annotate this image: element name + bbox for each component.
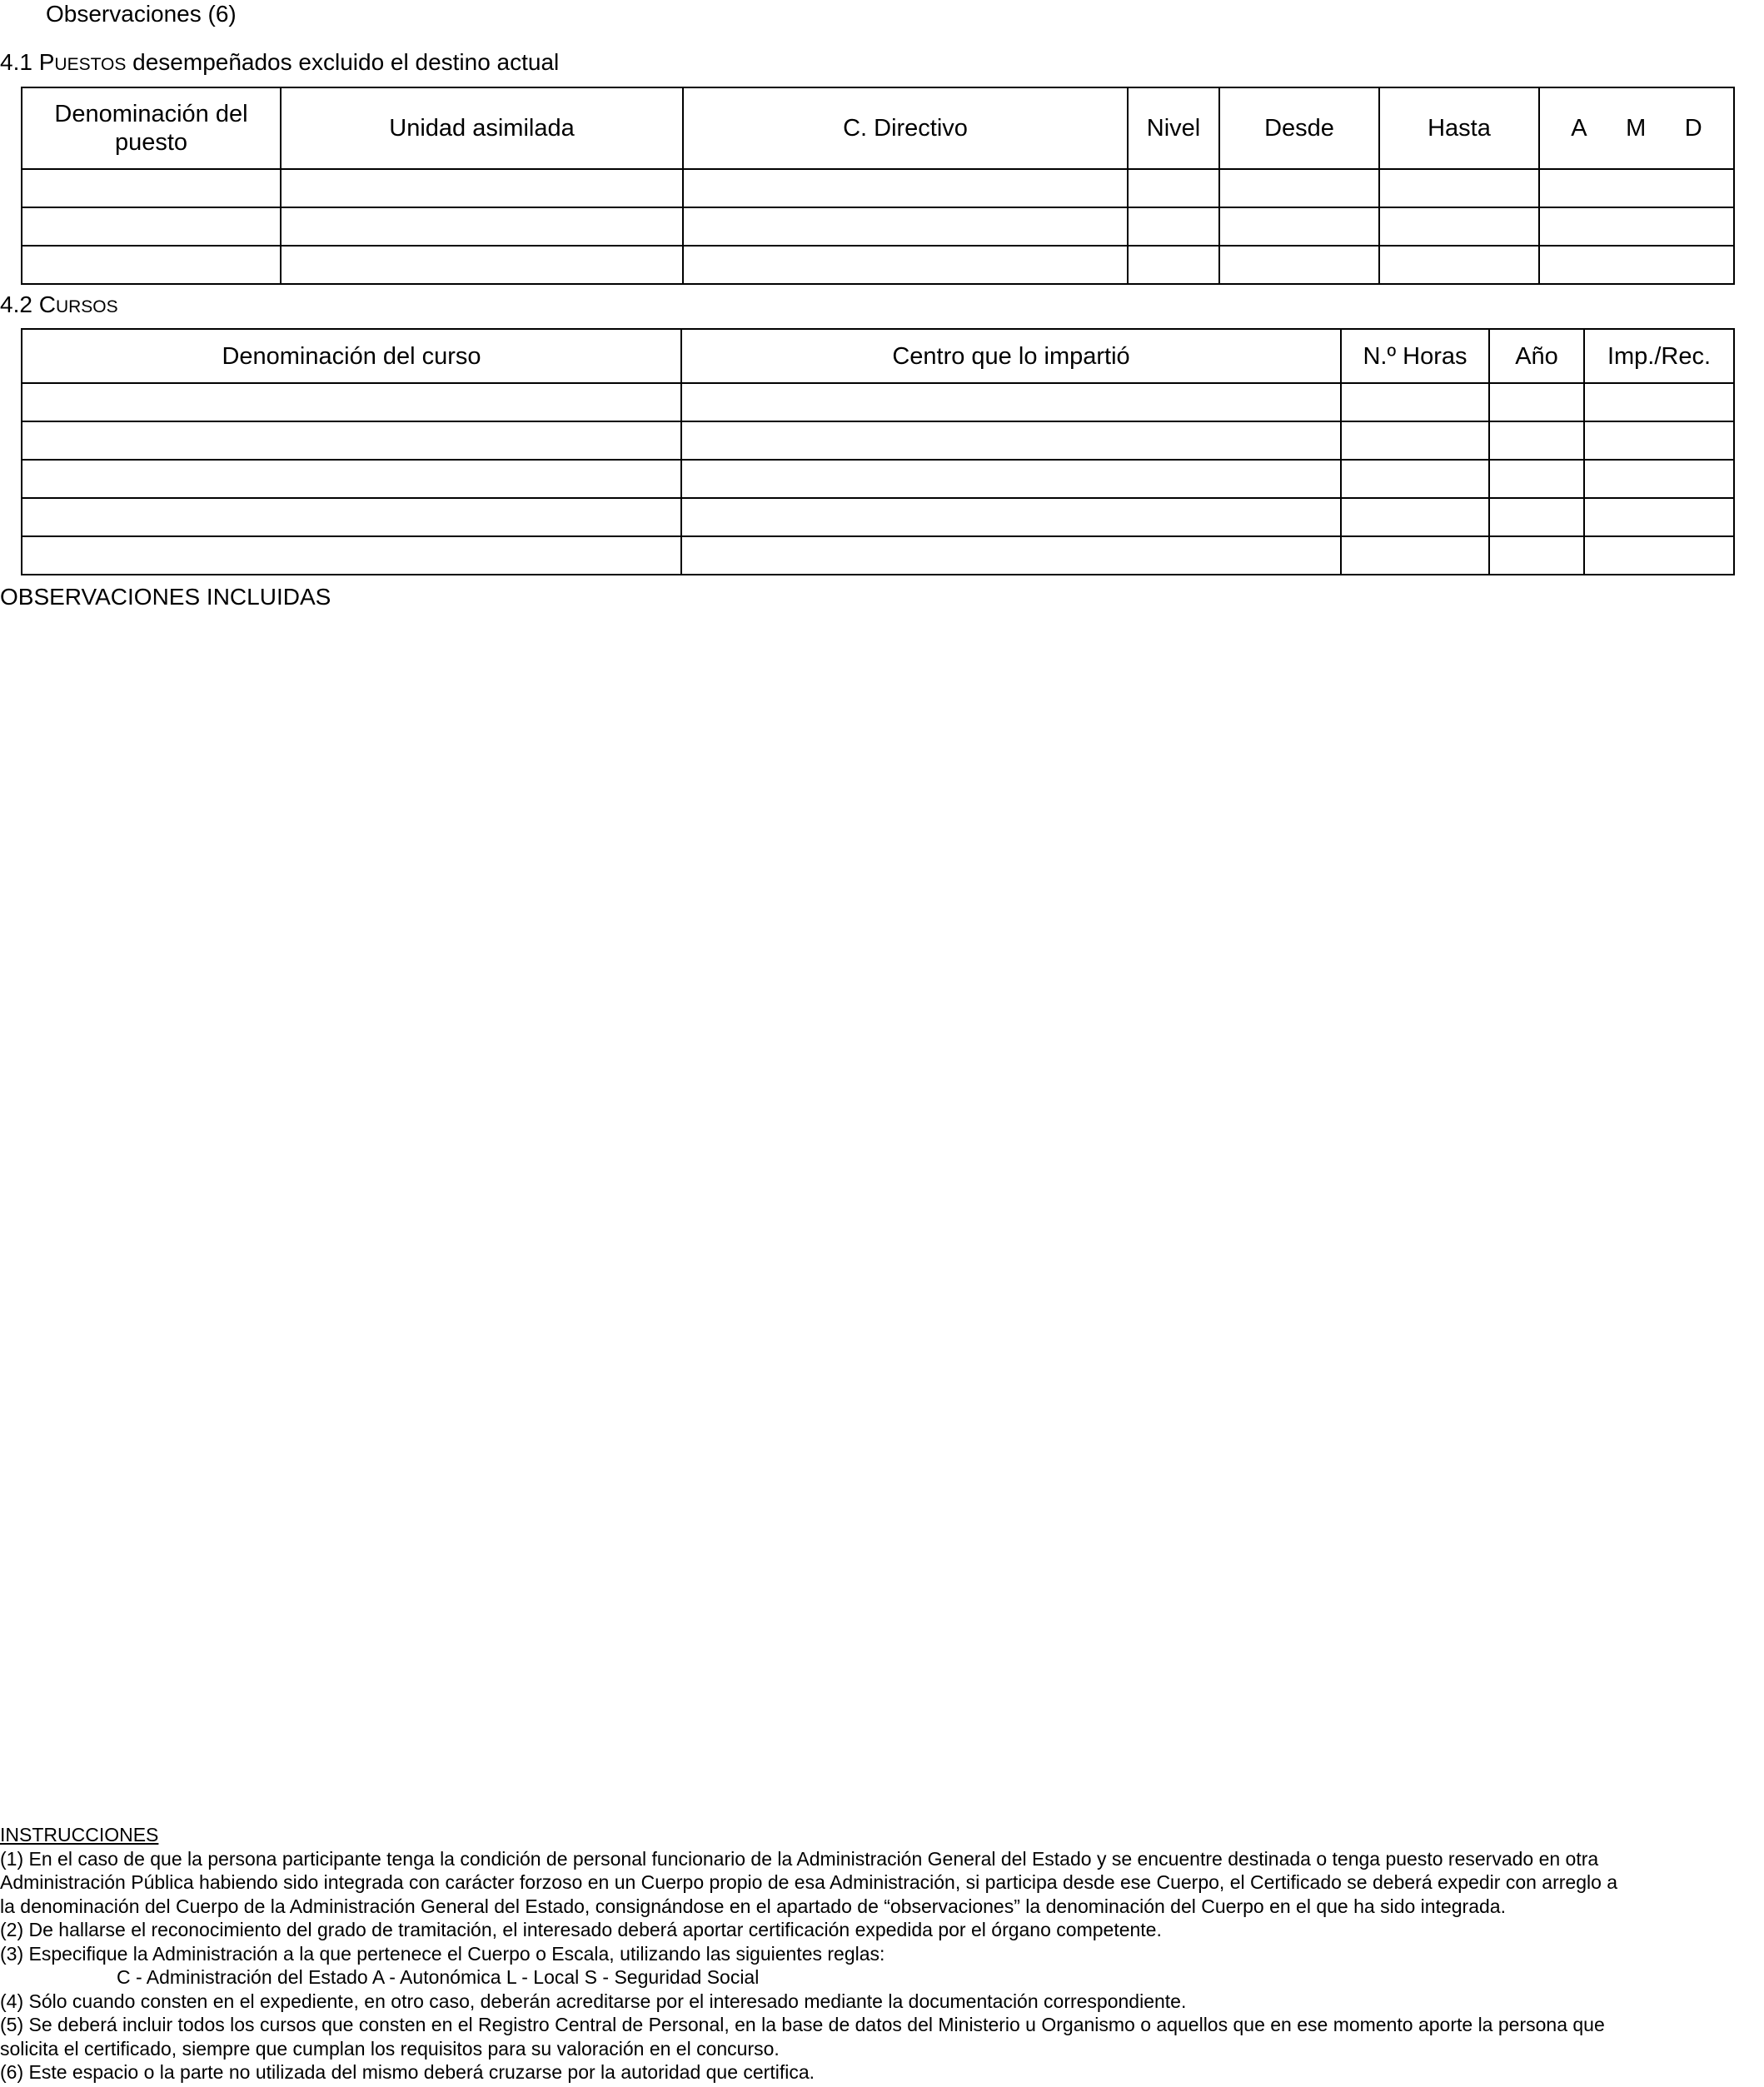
table-cell[interactable] [22, 421, 681, 460]
col-centro: Centro que lo impartió [681, 329, 1341, 383]
col-desde: Desde [1219, 87, 1379, 169]
table-cell[interactable] [1219, 207, 1379, 246]
table-cell[interactable] [1584, 421, 1734, 460]
table-cell[interactable] [1584, 383, 1734, 421]
table-cell[interactable] [1489, 383, 1584, 421]
table-cell[interactable] [1584, 536, 1734, 575]
table-cell[interactable] [683, 169, 1128, 207]
instruccion-line: Administración Pública habiendo sido integrada con carácter forzoso en un Cuerpo propio de esa Administración, si participa desde ese Cuerpo, el Certificado se deberá expedir con arreglo a [0, 1871, 1618, 1893]
table-row [22, 421, 1734, 460]
table-cell[interactable] [1128, 246, 1219, 284]
table-cell[interactable] [1219, 169, 1379, 207]
col-horas: N.º Horas [1341, 329, 1489, 383]
section-4-1-title-cap: P [38, 49, 55, 75]
table-cell[interactable] [22, 207, 281, 246]
table-cell[interactable] [681, 421, 1341, 460]
table-cell[interactable] [1489, 536, 1584, 575]
instruccion-line: solicita el certificado, siempre que cumplan los requisitos para su valoración en el concurso. [0, 2037, 780, 2060]
table-cell[interactable] [22, 383, 681, 421]
cursos-table [21, 328, 1735, 575]
table-row [22, 536, 1734, 575]
table-cell[interactable] [683, 207, 1128, 246]
col-denominacion-curso: Denominación del curso [22, 329, 681, 383]
cursos-header-row [22, 329, 1734, 383]
section-4-1-title-rest: desempeñados excluido el destino actual [126, 49, 560, 75]
table-cell[interactable] [1219, 246, 1379, 284]
table-cell[interactable] [681, 383, 1341, 421]
table-row [22, 498, 1734, 536]
table-cell[interactable] [1379, 246, 1539, 284]
table-cell[interactable] [22, 246, 281, 284]
table-cell[interactable] [1341, 498, 1489, 536]
instruccion-line: la denominación del Cuerpo de la Administración General del Estado, consignándose en el apartado de “observaciones” la denominación del Cuerpo en el que ha sido integrada. [0, 1895, 1506, 1917]
section-4-2-title-small: URSOS [55, 297, 118, 316]
table-cell[interactable] [1341, 383, 1489, 421]
col-hasta: Hasta [1379, 87, 1539, 169]
table-cell[interactable] [681, 498, 1341, 536]
table-cell[interactable] [1489, 421, 1584, 460]
table-cell[interactable] [1489, 460, 1584, 498]
section-4-1-number: 4.1 [0, 49, 32, 75]
observaciones-incluidas: OBSERVACIONES INCLUIDAS [0, 584, 331, 610]
section-4-2-title-cap: C [38, 291, 56, 317]
table-cell[interactable] [1584, 460, 1734, 498]
section-4-1-title-small: UESTOS [54, 55, 127, 74]
table-cell[interactable] [1341, 460, 1489, 498]
table-cell[interactable] [681, 536, 1341, 575]
table-cell[interactable] [281, 246, 683, 284]
col-nivel: Nivel [1128, 87, 1219, 169]
puestos-table [21, 87, 1735, 285]
observaciones-heading: Observaciones (6) [46, 1, 237, 27]
table-row [22, 460, 1734, 498]
table-cell[interactable] [22, 498, 681, 536]
table-cell[interactable] [1539, 246, 1734, 284]
col-unidad-asimilada: Unidad asimilada [281, 87, 683, 169]
table-cell[interactable] [281, 207, 683, 246]
section-4-1-title [0, 48, 559, 79]
col-amd [1539, 87, 1734, 169]
instruccion-line: (3) Especifique la Administración a la que pertenece el Cuerpo o Escala, utilizando las siguientes reglas: [0, 1942, 885, 1965]
table-row [22, 207, 1734, 246]
instruccion-line: (2) De hallarse el reconocimiento del grado de tramitación, el interesado deberá aportar certificación expedida por el órgano competente. [0, 1919, 1162, 1940]
table-cell[interactable] [1539, 207, 1734, 246]
table-row [22, 169, 1734, 207]
table-cell[interactable] [22, 169, 281, 207]
table-row [22, 383, 1734, 421]
table-cell[interactable] [1489, 498, 1584, 536]
table-row [22, 246, 1734, 284]
col-imp-rec: Imp./Rec. [1584, 329, 1734, 383]
instrucciones-title: INSTRUCCIONES [0, 1824, 159, 1845]
table-cell[interactable] [1379, 169, 1539, 207]
section-4-2-number: 4.2 [0, 291, 32, 317]
table-cell[interactable] [1341, 536, 1489, 575]
table-cell[interactable] [681, 460, 1341, 498]
col-a: A [1571, 115, 1587, 142]
instruccion-line: (1) En el caso de que la persona participante tenga la condición de personal funcionario de la Administración General del Estado y se encuentre destinada o tenga puesto reservado en otra [0, 1847, 1599, 1870]
col-denominacion-puesto: Denominación del puesto [22, 87, 281, 169]
table-cell[interactable] [1379, 207, 1539, 246]
table-cell[interactable] [1584, 498, 1734, 536]
table-cell[interactable] [1341, 421, 1489, 460]
col-d: D [1684, 115, 1702, 142]
table-cell[interactable] [22, 460, 681, 498]
table-cell[interactable] [1539, 169, 1734, 207]
table-cell[interactable] [683, 246, 1128, 284]
instruccion-line: (6) Este espacio o la parte no utilizada del mismo deberá cruzarse por la autoridad que certifica. [0, 2061, 815, 2083]
section-4-2-title [0, 291, 118, 321]
col-m: M [1626, 115, 1647, 142]
table-cell[interactable] [22, 536, 681, 575]
instrucciones-block [0, 1823, 1764, 2085]
instruccion-rules-line: C - Administración del Estado A - Autonómica L - Local S - Seguridad Social [117, 1966, 760, 1988]
table-cell[interactable] [1128, 207, 1219, 246]
table-cell[interactable] [281, 169, 683, 207]
col-c-directivo: C. Directivo [683, 87, 1128, 169]
instruccion-line: (4) Sólo cuando consten en el expediente, en otro caso, deberán acreditarse por el interesado mediante la documentación correspondiente. [0, 1990, 1187, 2012]
puestos-header-row [22, 87, 1734, 169]
table-cell[interactable] [1128, 169, 1219, 207]
col-ano: Año [1489, 329, 1584, 383]
instruccion-line: (5) Se deberá incluir todos los cursos que consten en el Registro Central de Personal, en la base de datos del Ministerio u Organismo o aquellos que en ese momento aporte la persona que [0, 2014, 1605, 2035]
